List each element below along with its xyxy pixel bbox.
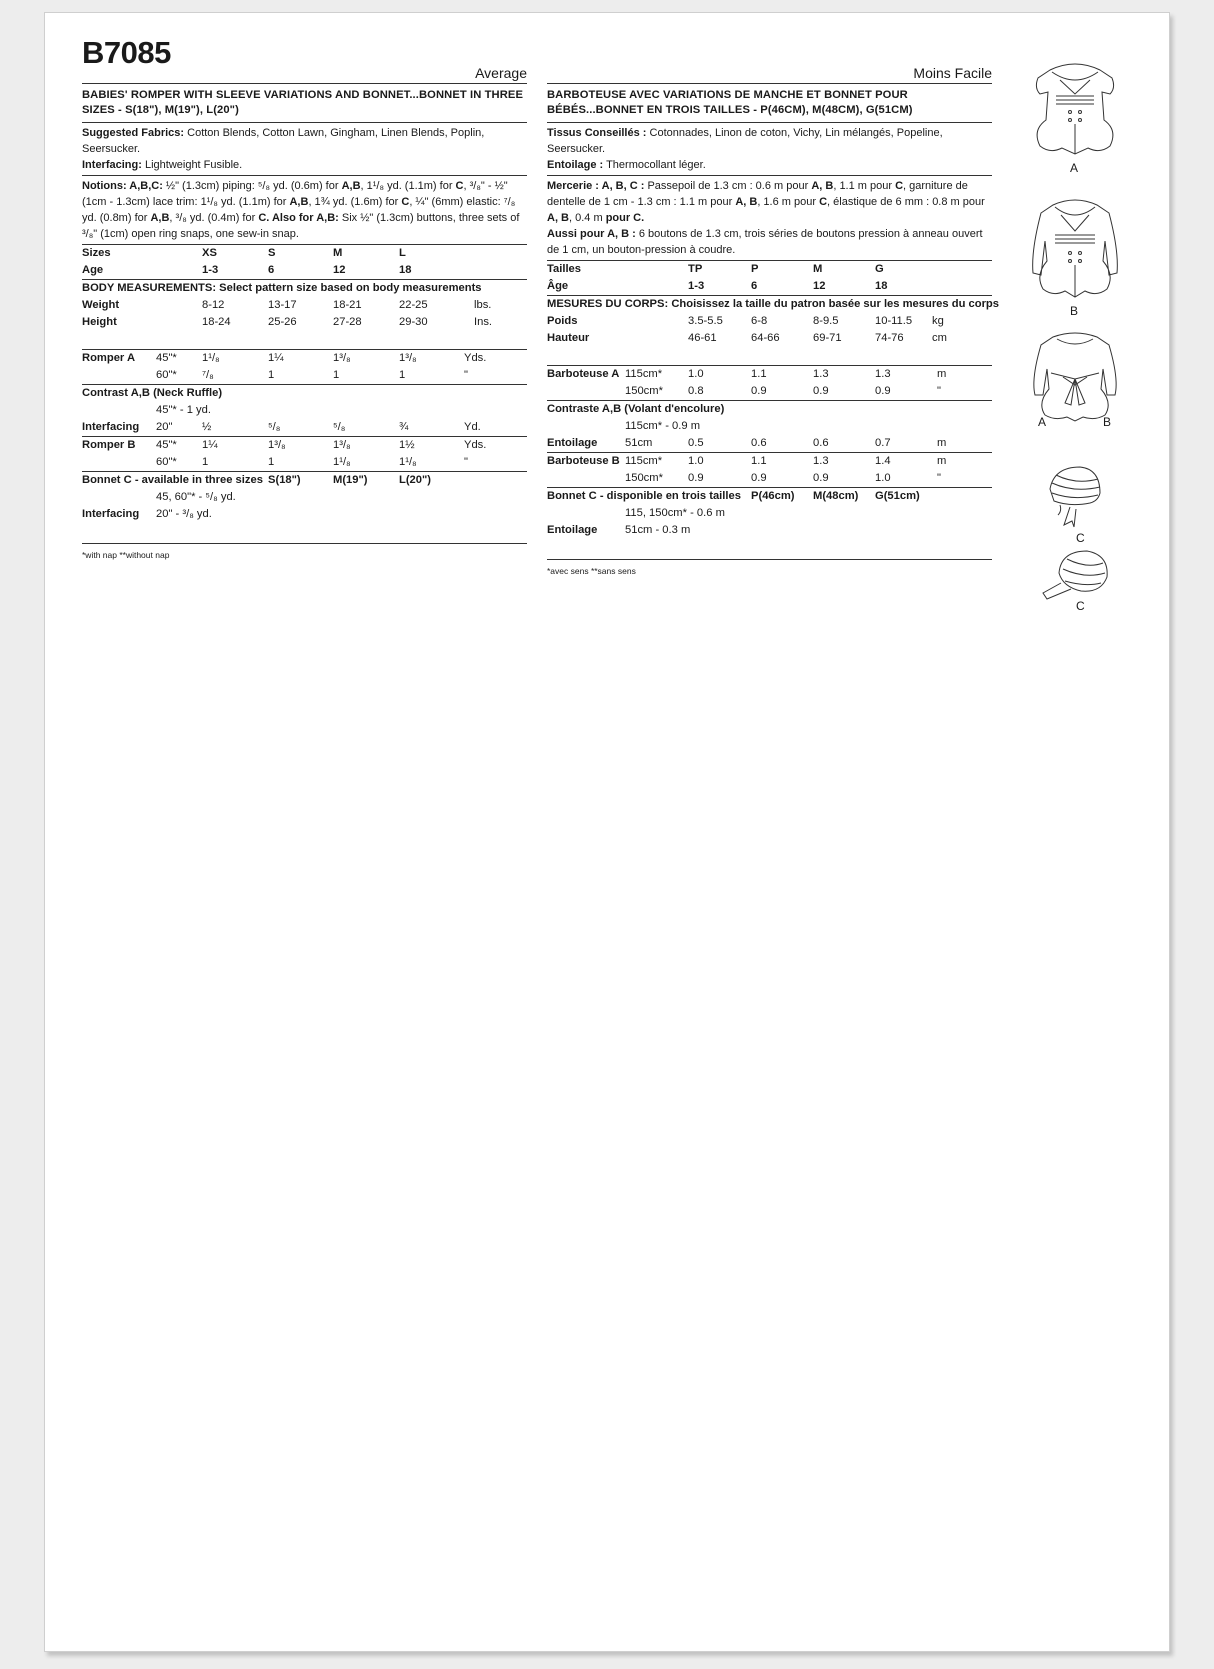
height-cell: 29-30: [399, 316, 428, 328]
yardage-row: [547, 366, 992, 383]
yardage-cell: 0.5: [688, 437, 704, 449]
yardage-cell: 0.9: [813, 385, 829, 397]
yardage-cell: 1: [202, 456, 209, 468]
footnote: *with nap **without nap: [82, 550, 170, 560]
bonnet-size-cell: S(18"): [268, 474, 301, 486]
sketch-label: A: [1038, 415, 1047, 429]
yardage-cell: ⁵/₈: [268, 421, 281, 433]
contrast-label-row: [82, 385, 527, 402]
age-cell: 6: [751, 280, 758, 292]
yardage-cell: 1.1: [751, 368, 767, 380]
bonnet-yardage: [547, 488, 992, 576]
width-cell: 51cm: [625, 437, 653, 449]
size-cell: XS: [202, 247, 217, 259]
row-label: Bonnet C - available in three sizes: [82, 474, 263, 486]
pattern-code: B7085: [82, 35, 171, 70]
notions-text: ½" (1.3cm) piping: ⁵/₈ yd. (0.6m) for: [162, 180, 342, 192]
row-label: Barboteuse B: [547, 455, 620, 467]
contrast-cell: 45"* - 1 yd.: [156, 404, 211, 416]
age-cell: 1-3: [688, 280, 705, 292]
bonnet-size-cell: M(48cm): [813, 490, 859, 502]
interfacing-label: Interfacing:: [82, 159, 142, 171]
row-label: Romper A: [82, 352, 136, 364]
unit-cell: lbs.: [474, 299, 492, 311]
fabrics-label: Tissus Conseillés :: [547, 127, 647, 139]
width-cell: 150cm*: [625, 472, 663, 484]
yardage-cell: 1.4: [875, 455, 891, 467]
contrast-line-row: [82, 402, 527, 419]
unit-cell: m: [937, 368, 947, 380]
yardage-cell: 1¹/₈: [399, 456, 417, 468]
notions-text: , 1¹/₈ yd. (1.1m) for: [360, 180, 456, 192]
row-label: Interfacing: [82, 421, 140, 433]
interfacing-row: [82, 419, 527, 436]
notions-text: , garniture de dentelle de 1 cm - 1.3 cm : 1.1 m pour: [547, 180, 968, 208]
notions-label: Aussi pour A, B :: [547, 228, 636, 240]
notions-text: , élastique de 6 mm : 0.8 m pour: [827, 196, 985, 208]
age-row: [547, 278, 992, 295]
row-label: Barboteuse A: [547, 368, 620, 380]
height-cell: 46-61: [688, 332, 717, 344]
yardage-cell: 1: [268, 456, 275, 468]
yardage-cell: ¾: [399, 421, 409, 433]
height-cell: 64-66: [751, 332, 780, 344]
age-cell: 18: [875, 280, 888, 292]
height-cell: 25-26: [268, 316, 297, 328]
row-label: Entoilage: [547, 437, 598, 449]
notions-text: A, B: [547, 212, 569, 224]
age-cell: 12: [333, 264, 346, 276]
interfacing-text: Thermocollant léger.: [603, 159, 706, 171]
notions-text: , ³/₈" - ½" (1cm - 1.3cm) lace trim: 1¹/₈ yd. (1.1m) for: [82, 180, 508, 208]
sketch-label: C: [1076, 599, 1085, 613]
width-cell: 115cm*: [625, 455, 663, 467]
notions-text: pour C.: [605, 212, 645, 224]
yardage-cell: 1¹/₈: [333, 456, 351, 468]
notions-text: A,B: [150, 212, 170, 224]
notions-text: A, B: [735, 196, 758, 208]
sizes-row: [547, 261, 992, 278]
width-cell: 20": [156, 421, 173, 433]
yardage-cell: 0.9: [875, 385, 891, 397]
yardage-cell: ⁵/₈: [333, 421, 346, 433]
notions-block: [82, 176, 527, 245]
body-measurements: [547, 296, 999, 366]
yardage-cell: 1³/₈: [333, 352, 351, 364]
yardage-row: [82, 454, 527, 471]
unit-cell: Yd.: [464, 421, 481, 433]
notions-label: Mercerie : A, B, C :: [547, 180, 645, 192]
contrast-cell: 115cm* - 0.9 m: [625, 420, 701, 432]
height-cell: 18-24: [202, 316, 231, 328]
notions-text: A,B: [289, 196, 309, 208]
bonnet-row: [547, 488, 992, 505]
row-label: Entoilage: [547, 524, 598, 536]
header: [547, 43, 992, 84]
bonnet-interfacing-row: [82, 506, 527, 523]
width-cell: 60"*: [156, 456, 177, 468]
sketch-label: A: [1070, 161, 1079, 175]
romper-a-yardage: [82, 350, 527, 385]
unit-cell: m: [937, 437, 947, 449]
romper-b-yardage: [82, 437, 527, 472]
bonnet-size-cell: M(19"): [333, 474, 368, 486]
footnote: *avec sens **sans sens: [547, 566, 636, 576]
yardage-cell: 0.6: [813, 437, 829, 449]
yardage-cell: 1: [399, 369, 406, 381]
pattern-title: BABIES' ROMPER WITH SLEEVE VARIATIONS AND BONNET...BONNET IN THREE SIZES - S(18"), M(19"), L(20"): [82, 88, 527, 123]
unit-cell: ": [464, 456, 468, 468]
row-label: Âge: [547, 280, 569, 292]
size-cell: S: [268, 247, 276, 259]
body-measurements-header: MESURES DU CORPS: Choisissez la taille du patron basée sur les mesures du corps: [547, 298, 999, 310]
notions-text: , ³/₈ yd. (0.4m) for: [169, 212, 259, 224]
size-cell: M: [333, 247, 343, 259]
notions-text: 6 boutons de 1.3 cm, trois séries de boutons pression à anneau ouvert de 1 cm, un bouton-pression à coudre.: [547, 228, 983, 256]
bonnet-line-row: [82, 489, 527, 506]
weight-cell: 3.5-5.5: [688, 315, 723, 327]
french-column: [547, 43, 999, 576]
yardage-cell: 1.1: [751, 455, 767, 467]
bonnet-interfacing-row: [547, 522, 992, 539]
body-measurements: [82, 280, 527, 350]
yardage-cell: 0.8: [688, 385, 704, 397]
row-label: Weight: [82, 299, 120, 311]
row-label: Contraste A,B (Volant d'encolure): [547, 403, 725, 415]
bonnet-cell: 115, 150cm* - 0.6 m: [625, 507, 725, 519]
body-measurements-header: BODY MEASUREMENTS: Select pattern size based on body measurements: [82, 282, 482, 294]
row-label: Bonnet C - disponible en trois tailles: [547, 490, 741, 502]
notions-text: C. Also for A,B:: [258, 212, 339, 224]
unit-cell: ": [464, 369, 468, 381]
header: [82, 35, 527, 84]
unit-cell: ": [937, 385, 941, 397]
weight-row: [547, 313, 992, 330]
romper-b-yardage: [547, 453, 992, 488]
row-label: Height: [82, 316, 117, 328]
yardage-cell: 0.6: [751, 437, 767, 449]
bonnet-size-cell: P(46cm): [751, 490, 795, 502]
width-cell: 115cm*: [625, 368, 663, 380]
english-column: [82, 35, 527, 560]
difficulty-level: Average: [475, 65, 527, 81]
sizes-table: [82, 245, 527, 280]
sizes-row: [82, 245, 527, 262]
notions-text: , 0.4 m: [569, 212, 606, 224]
notions-text: C: [895, 180, 904, 192]
age-cell: 18: [399, 264, 412, 276]
width-cell: 60"*: [156, 369, 177, 381]
yardage-cell: ½: [202, 421, 212, 433]
yardage-row: [547, 470, 992, 487]
yardage-row: [82, 367, 527, 384]
yardage-cell: 1³/₈: [333, 439, 351, 451]
romper-a-yardage: [547, 366, 992, 401]
contrast-yardage: [82, 385, 527, 437]
yardage-cell: 1.3: [875, 368, 891, 380]
yardage-cell: 1: [333, 369, 340, 381]
yardage-row: [547, 453, 992, 470]
yardage-cell: 1³/₈: [399, 352, 417, 364]
yardage-cell: 1.3: [813, 368, 829, 380]
yardage-cell: 1.3: [813, 455, 829, 467]
row-label: Hauteur: [547, 332, 590, 344]
unit-cell: Yds.: [464, 352, 487, 364]
width-cell: 45"*: [156, 439, 177, 451]
fabrics-text: Cotonnades, Linon de coton, Vichy, Lin mélangés, Popeline, Seersucker.: [547, 127, 943, 155]
unit-cell: Ins.: [474, 316, 493, 328]
contrast-label-row: [547, 401, 992, 418]
bonnet-row: [82, 472, 527, 489]
fabrics-label: Suggested Fabrics:: [82, 127, 185, 139]
size-cell: M: [813, 263, 823, 275]
weight-row: [82, 297, 527, 314]
yardage-cell: 1.0: [688, 368, 704, 380]
size-cell: TP: [688, 263, 703, 275]
contrast-line-row: [547, 418, 992, 435]
bonnet-line-row: [547, 505, 992, 522]
age-cell: 12: [813, 280, 826, 292]
sketch-label: C: [1076, 531, 1085, 545]
yardage-row: [82, 350, 527, 367]
yardage-cell: 0.9: [813, 472, 829, 484]
interfacing-text: Lightweight Fusible.: [141, 159, 243, 171]
size-cell: P: [751, 263, 759, 275]
fabrics-text: Cotton Blends, Cotton Lawn, Gingham, Linen Blends, Poplin, Seersucker.: [82, 127, 485, 155]
yardage-cell: 0.9: [751, 385, 767, 397]
unit-cell: Yds.: [464, 439, 487, 451]
row-label: Romper B: [82, 439, 136, 451]
height-row: [547, 330, 992, 347]
notions-label: Notions: A,B,C:: [82, 180, 163, 192]
interfacing-label: Entoilage :: [547, 159, 604, 171]
yardage-cell: 0.9: [688, 472, 704, 484]
row-label: Interfacing: [82, 508, 140, 520]
unit-cell: m: [937, 455, 947, 467]
bonnet-sketch: [1040, 461, 1110, 531]
unit-cell: ": [937, 472, 941, 484]
age-cell: 1-3: [202, 264, 219, 276]
romper-b-sketch: [1025, 191, 1125, 303]
yardage-cell: 0.9: [751, 472, 767, 484]
height-row: [82, 314, 527, 331]
difficulty-level: Moins Facile: [913, 65, 992, 81]
bonnet-size-cell: G(51cm): [875, 490, 920, 502]
notions-text: , 1.1 m pour: [833, 180, 896, 192]
notions-text: , 1¾ yd. (1.6m) for: [308, 196, 402, 208]
bonnet-yardage: [82, 472, 527, 560]
size-cell: G: [875, 263, 884, 275]
size-cell: L: [399, 247, 406, 259]
interfacing-row: [547, 435, 992, 452]
sizes-table: [547, 261, 992, 296]
romper-a-sketch: [1030, 50, 1120, 160]
height-cell: 69-71: [813, 332, 842, 344]
age-row: [82, 262, 527, 279]
row-label: Sizes: [82, 247, 111, 259]
age-cell: 6: [268, 264, 275, 276]
romper-back-sketch: [1025, 323, 1125, 423]
height-cell: 74-76: [875, 332, 904, 344]
bonnet-cell: 45, 60"* - ⁵/₈ yd.: [156, 491, 236, 503]
row-label: Tailles: [547, 263, 581, 275]
notions-block: [547, 176, 992, 261]
yardage-row: [547, 383, 992, 400]
yardage-row: [82, 437, 527, 454]
contrast-yardage: [547, 401, 992, 453]
sketch-label: B: [1070, 304, 1079, 318]
bonnet-cell: 51cm - 0.3 m: [625, 524, 691, 536]
weight-cell: 10-11.5: [875, 315, 913, 327]
yardage-cell: 1.0: [875, 472, 891, 484]
yardage-cell: 0.7: [875, 437, 891, 449]
weight-cell: 8-12: [202, 299, 225, 311]
fabrics-block: [547, 123, 992, 176]
sketch-label: B: [1103, 415, 1112, 429]
row-label: Contrast A,B (Neck Ruffle): [82, 387, 223, 399]
bonnet-cell: 20" - ³/₈ yd.: [156, 508, 212, 520]
notions-text: C: [455, 180, 464, 192]
weight-cell: 6-8: [751, 315, 768, 327]
height-cell: 27-28: [333, 316, 362, 328]
notions-text: C: [401, 196, 410, 208]
notions-text: A,B: [341, 180, 361, 192]
weight-cell: 8-9.5: [813, 315, 839, 327]
yardage-cell: 1: [268, 369, 275, 381]
width-cell: 45"*: [156, 352, 177, 364]
row-label: Poids: [547, 315, 578, 327]
pattern-title: BARBOTEUSE AVEC VARIATIONS DE MANCHE ET BONNET POUR BÉBÉS...BONNET EN TROIS TAILLES - P(46CM), M(48CM), G(51CM): [547, 88, 992, 123]
notions-text: , ¼" (6mm) elastic: ⁷/₈ yd. (0.8m) for: [82, 196, 516, 224]
weight-cell: 18-21: [333, 299, 362, 311]
fabrics-block: [82, 123, 527, 176]
notions-text: A, B: [811, 180, 834, 192]
yardage-cell: 1¼: [268, 352, 284, 364]
yardage-cell: 1¼: [202, 439, 218, 451]
notions-text: Passepoil de 1.3 cm : 0.6 m pour: [644, 180, 812, 192]
bonnet-size-cell: L(20"): [399, 474, 432, 486]
row-label: Age: [82, 264, 104, 276]
yardage-cell: 1³/₈: [268, 439, 286, 451]
yardage-cell: 1½: [399, 439, 415, 451]
width-cell: 150cm*: [625, 385, 663, 397]
yardage-cell: ⁷/₈: [202, 369, 214, 381]
notions-text: Six ½" (1.3cm) buttons, three sets of ³/₈" (1cm) open ring snaps, one sew-in snap.: [82, 212, 520, 240]
notions-text: , 1.6 m pour: [757, 196, 820, 208]
notions-text: C: [819, 196, 828, 208]
weight-cell: 22-25: [399, 299, 428, 311]
unit-cell: kg: [932, 315, 944, 327]
pattern-sheet: [44, 12, 1170, 1652]
weight-cell: 13-17: [268, 299, 297, 311]
yardage-cell: 1¹/₈: [202, 352, 220, 364]
unit-cell: cm: [932, 332, 947, 344]
yardage-cell: 1.0: [688, 455, 704, 467]
